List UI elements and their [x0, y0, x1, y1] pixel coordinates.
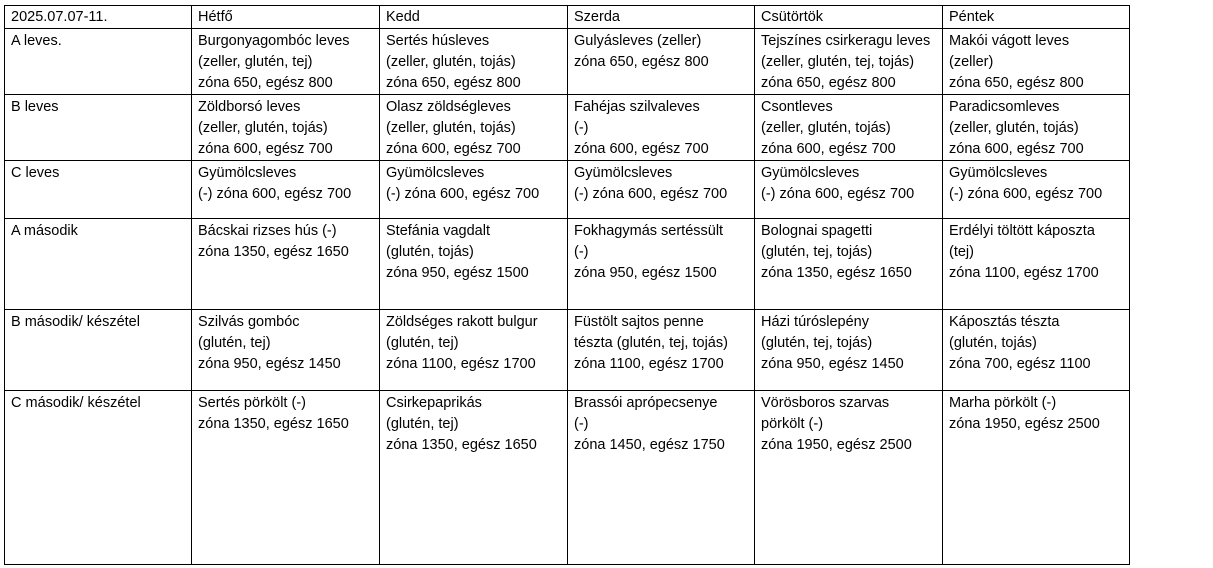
menu-cell: Tejszínes csirkeragu leves (zeller, glutén, tej, tojás) zóna 650, egész 800 — [755, 29, 943, 95]
menu-row-a-soup — [5, 29, 1130, 95]
menu-cell: Gyümölcsleves (-) zóna 600, egész 700 — [568, 161, 755, 219]
menu-cell: Csirkepaprikás (glutén, tej) zóna 1350, egész 1650 — [380, 391, 568, 565]
menu-cell: Vörösboros szarvas pörkölt (-) zóna 1950, egész 2500 — [755, 391, 943, 565]
menu-cell: Fahéjas szilvaleves (-) zóna 600, egész 700 — [568, 95, 755, 161]
menu-cell: Gyümölcsleves (-) zóna 600, egész 700 — [192, 161, 380, 219]
menu-cell: Fokhagymás sertéssült (-) zóna 950, egész 1500 — [568, 219, 755, 310]
menu-cell: Gyümölcsleves (-) zóna 600, egész 700 — [380, 161, 568, 219]
row-label: C leves — [5, 161, 192, 219]
menu-cell: Olasz zöldségleves (zeller, glutén, tojás) zóna 600, egész 700 — [380, 95, 568, 161]
menu-cell: Marha pörkölt (-) zóna 1950, egész 2500 — [943, 391, 1130, 565]
menu-cell: Házi túróslepény (glutén, tej, tojás) zóna 950, egész 1450 — [755, 310, 943, 391]
date-range-cell: 2025.07.07-11. — [5, 6, 192, 29]
menu-cell: Gyümölcsleves (-) zóna 600, egész 700 — [755, 161, 943, 219]
day-header-monday: Hétfő — [192, 6, 380, 29]
menu-cell: Zöldborsó leves (zeller, glutén, tojás) zóna 600, egész 700 — [192, 95, 380, 161]
menu-cell: Makói vágott leves (zeller) zóna 650, egész 800 — [943, 29, 1130, 95]
menu-cell: Paradicsomleves (zeller, glutén, tojás) zóna 600, egész 700 — [943, 95, 1130, 161]
menu-row-a-main — [5, 219, 1130, 310]
menu-cell: Bolognai spagetti (glutén, tej, tojás) zóna 1350, egész 1650 — [755, 219, 943, 310]
menu-row-b-main — [5, 310, 1130, 391]
day-header-wednesday: Szerda — [568, 6, 755, 29]
menu-cell: Stefánia vagdalt (glutén, tojás) zóna 950, egész 1500 — [380, 219, 568, 310]
day-header-tuesday: Kedd — [380, 6, 568, 29]
menu-cell: Füstölt sajtos penne tészta (glutén, tej, tojás) zóna 1100, egész 1700 — [568, 310, 755, 391]
row-label: A második — [5, 219, 192, 310]
menu-cell: Erdélyi töltött káposzta (tej) zóna 1100, egész 1700 — [943, 219, 1130, 310]
menu-cell: Gyümölcsleves (-) zóna 600, egész 700 — [943, 161, 1130, 219]
weekly-menu-table — [4, 5, 1130, 565]
menu-cell: Bácskai rizses hús (-) zóna 1350, egész 1650 — [192, 219, 380, 310]
menu-cell: Sertés pörkölt (-) zóna 1350, egész 1650 — [192, 391, 380, 565]
menu-cell: Zöldséges rakott bulgur (glutén, tej) zóna 1100, egész 1700 — [380, 310, 568, 391]
menu-row-b-soup — [5, 95, 1130, 161]
header-row — [5, 6, 1130, 29]
menu-row-c-main — [5, 391, 1130, 565]
menu-cell: Brassói aprópecsenye (-) zóna 1450, egész 1750 — [568, 391, 755, 565]
menu-cell: Gulyásleves (zeller) zóna 650, egész 800 — [568, 29, 755, 95]
menu-row-c-soup — [5, 161, 1130, 219]
menu-cell: Csontleves (zeller, glutén, tojás) zóna 600, egész 700 — [755, 95, 943, 161]
day-header-thursday: Csütörtök — [755, 6, 943, 29]
row-label: C második/ készétel — [5, 391, 192, 565]
row-label: B második/ készétel — [5, 310, 192, 391]
row-label: B leves — [5, 95, 192, 161]
menu-cell: Burgonyagombóc leves (zeller, glutén, tej) zóna 650, egész 800 — [192, 29, 380, 95]
menu-cell: Káposztás tészta (glutén, tojás) zóna 700, egész 1100 — [943, 310, 1130, 391]
day-header-friday: Péntek — [943, 6, 1130, 29]
row-label: A leves. — [5, 29, 192, 95]
menu-cell: Szilvás gombóc (glutén, tej) zóna 950, egész 1450 — [192, 310, 380, 391]
menu-cell: Sertés húsleves (zeller, glutén, tojás) zóna 650, egész 800 — [380, 29, 568, 95]
